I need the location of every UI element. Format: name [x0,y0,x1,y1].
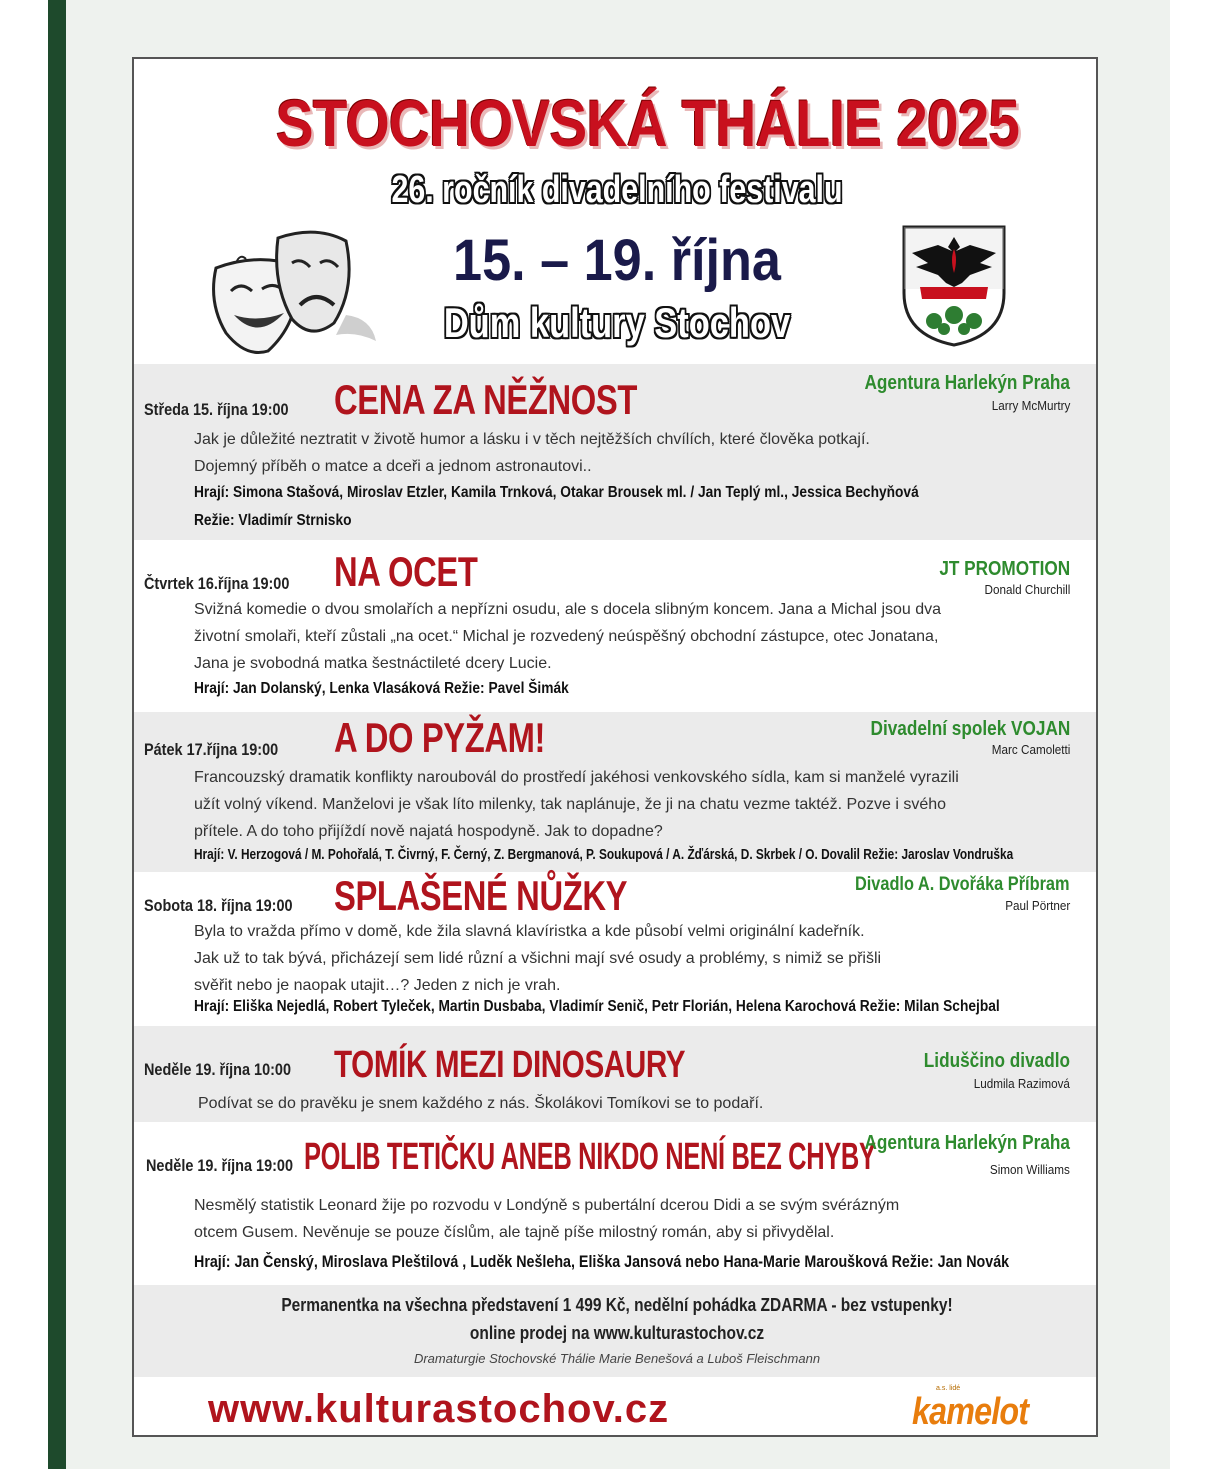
description-line: Byla to vražda přímo v domě, kde žila slavná klavíristka a kde působí velmi originální kadeřník. [194,923,865,940]
event-author: Donald Churchill [984,582,1070,597]
description-line: Podívat se do pravěku je snem každého z nás. Školákovi Tomíkovi se to podaří. [198,1095,764,1112]
event-day: Středa 15. října 19:00 [144,400,289,419]
event-day: Pátek 17.října 19:00 [144,740,279,759]
theatre-masks-icon [196,223,386,363]
event-title: A DO PYŽAM! [334,714,546,761]
left-green-bar [48,0,66,1469]
event-company: JT PROMOTION [939,558,1070,580]
event-company: Divadelní spolek VOJAN [870,718,1070,740]
online-sale-info: online prodej na www.kulturastochov.cz [469,1323,765,1343]
coat-of-arms-icon [900,223,1008,349]
description-line: Nesmělý statistik Leonard žije po rozvodu v Londýně s pubertální dcerou Didi a se svým svérázným [194,1197,900,1214]
event-description [194,918,1094,999]
event-author: Marc Camoletti [991,742,1070,757]
event-cast: Hrají: V. Herzogová / M. Pohořalá, T. Čivrný, F. Černý, Z. Bergmanová, P. Soukupová / A. Žďárská, D. Skrbek / O. Dovalil Režie: Jaroslav Vondruška [194,846,1014,863]
event-title: TOMÍK MEZI DINOSAURY [334,1044,686,1086]
event-day: Neděle 19. října 19:00 [146,1156,293,1175]
event-description [194,596,1094,677]
dramaturgy-credit: Dramaturgie Stochovské Thálie Marie Benešová a Luboš Fleischmann [413,1351,821,1366]
poster-subtitle: 26. ročník divadelního festivalu [391,169,843,211]
description-line: Svižná komedie o dvou smolařích a nepřízni osudu, ale s docela slibným koncem. Jana a Michal jsou dva [194,601,942,618]
event-description [194,764,1094,845]
kamelot-wordmark: kamelot [912,1391,1029,1433]
description-line: svěřit nebo je naopak utajit…? Jeden z nich je vrah. [194,977,561,994]
event-author: Simon Williams [990,1162,1070,1177]
event-sunday-morning [134,1026,1098,1122]
description-line: otcem Gusem. Nevěnuje se pouze číslům, ale tajně píše milostný román, aby si přivydělal. [194,1224,835,1241]
description-line: životní smolaři, kteří zůstali „na ocet.“ Michal je rozvedený neúspěšný obchodní zástupce, otec Jonatana, [194,628,939,645]
event-author: Paul Pörtner [1004,898,1070,913]
event-wednesday [134,364,1098,540]
event-thursday [134,540,1098,712]
event-cast: Hrají: Jan Dolanský, Lenka Vlasáková Režie: Pavel Šimák [194,680,569,697]
event-title: SPLAŠENÉ NŮŽKY [334,872,628,919]
description-line: Jak už to tak bývá, přicházejí sem lidé různí a všichni mají své osudy a problémy, s nimiž se přišli [194,950,882,967]
event-day: Sobota 18. října 19:00 [144,896,293,915]
event-company: Divadlo A. Dvořáka Příbram [855,874,1070,895]
event-day: Neděle 19. října 10:00 [144,1060,291,1079]
event-title: CENA ZA NĚŽNOST [334,376,637,423]
festival-dates: 15. – 19. října [453,228,781,293]
season-ticket-info: Permanentka na všechna představení 1 499 Kč, nedělní pohádka ZDARMA - bez vstupenky! [281,1295,953,1315]
event-friday [134,712,1098,872]
event-day: Čtvrtek 16.října 19:00 [144,574,290,593]
description-line: užít volný víkend. Manželovi je však líto milenky, tak naplánuje, že ji na chatu vezme taktéž. Pozve i svého [194,796,947,813]
kamelot-logo [912,1385,1062,1435]
description-line: Jana je svobodná matka šestnáctileté dcery Lucie. [194,655,552,672]
footer-info [134,1285,1098,1377]
event-company: Liduščino divadlo [923,1050,1070,1072]
poster-title: STOCHOVSKÁ THÁLIE 2025 [275,86,1020,160]
event-author: Ludmila Razimová [973,1076,1070,1091]
event-description [194,1192,1094,1246]
event-company: Agentura Harlekýn Praha [864,372,1070,394]
description-line: Dojemný příběh o matce a dceři a jednom astronautovi.. [194,458,592,475]
event-cast: Hrají: Jan Čenský, Miroslava Pleštilová , Luděk Nešleha, Eliška Jansová nebo Hana-Marie Maroušková Režie: Jan Novák [194,1252,1010,1271]
description-line: Francouzský dramatik konflikty naroubovál do prostředí jakéhosi venkovského sídla, kam si manželé vyrazili [194,769,959,786]
event-sunday-evening [134,1122,1098,1285]
website-url[interactable]: www.kulturastochov.cz [208,1387,670,1431]
event-cast: Hrají: Simona Stašová, Miroslav Etzler, Kamila Trnková, Otakar Brousek ml. / Jan Teplý ml., Jessica Bechyňová [194,484,919,501]
kamelot-small-text: a.s. lidé [936,1385,961,1392]
description-line: přítele. A do toho přijíždí nově najatá hospodyně. Jak to dopadne? [194,823,663,840]
event-description [194,426,1094,480]
festival-venue: Dům kultury Stochov [443,299,791,346]
event-author: Larry McMurtry [991,398,1070,413]
event-title: POLIB TETIČKU ANEB NIKDO NENÍ BEZ CHYBY [304,1136,876,1178]
event-director: Režie: Vladimír Strnisko [194,512,352,529]
event-cast: Hrají: Eliška Nejedlá, Robert Tyleček, Martin Dusbaba, Vladimír Senič, Petr Florián, Helena Karochová Režie: Milan Schejbal [194,998,1000,1015]
description-line: Jak je důležité neztratit v životě humor a lásku i v těch nejtěžších chvílích, které člověka potkají. [194,431,870,448]
event-company: Agentura Harlekýn Praha [864,1132,1070,1154]
event-title: NA OCET [334,548,478,595]
event-description [198,1090,1098,1117]
event-saturday [134,872,1098,1026]
festival-poster [132,57,1098,1437]
